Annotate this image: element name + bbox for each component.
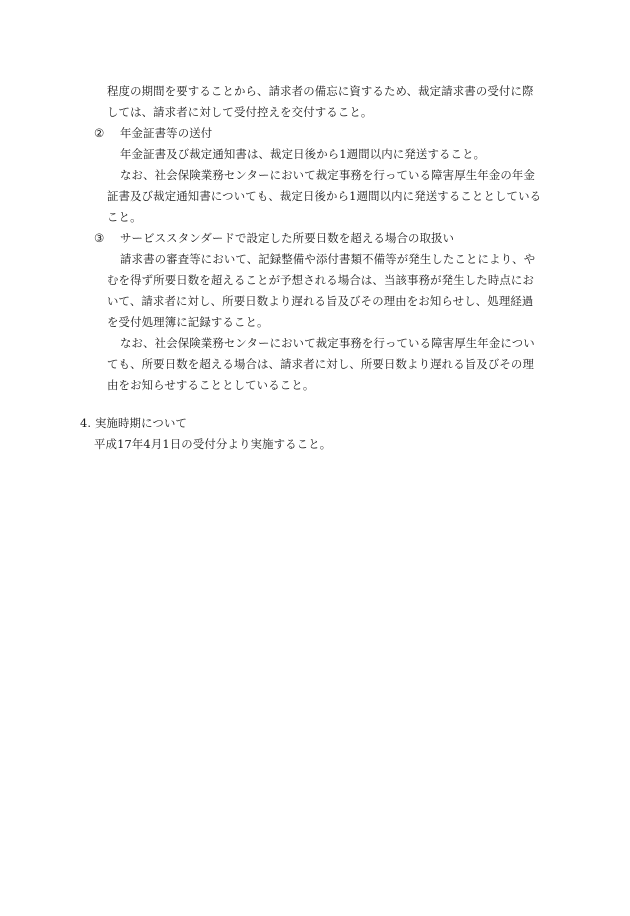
text-line: 証書及び裁定通知書についても、裁定日後から1週間以内に発送することとしている — [107, 189, 542, 203]
item-number: ③ — [94, 231, 105, 245]
text-line: むを得ず所要日数を超えることが予想される場合は、当該事務が発生した時点にお — [107, 273, 535, 287]
text-line: 程度の期間を要することから、請求者の備忘に資するため、裁定請求書の受付に際 — [107, 84, 534, 98]
text-line: なお、社会保険業務センターにおいて裁定事務を行っている障害厚生年金につい — [120, 336, 535, 350]
section-heading: 4. 実施時期について — [80, 416, 188, 430]
text-line: ても、所要日数を超える場合は、請求者に対し、所要日数より遅れる旨及びその理 — [107, 357, 535, 371]
item-heading: 年金証書等の送付 — [120, 126, 213, 140]
text-line: こと。 — [107, 210, 142, 224]
text-line: 請求書の審査等において、記録整備や添付書類不備等が発生したことにより、や — [120, 252, 536, 266]
text-line: しては、請求者に対して受付控えを交付すること。 — [107, 105, 373, 119]
text-line: なお、社会保険業務センターにおいて裁定事務を行っている障害厚生年金の年金 — [120, 168, 536, 182]
text-line: いて、請求者に対し、所要日数より遅れる旨及びその理由をお知らせし、処理経過 — [107, 294, 534, 308]
item-heading: サービススタンダードで設定した所要日数を超える場合の取扱い — [120, 231, 455, 245]
text-line: 由をお知らせすることとしていること。 — [107, 378, 315, 392]
item-number: ② — [94, 126, 105, 140]
text-line: を受付処理簿に記録すること。 — [107, 315, 269, 329]
section-body: 平成17年4月1日の受付分より実施すること。 — [94, 437, 332, 451]
text-line: 年金証書及び裁定通知書は、裁定日後から1週間以内に発送すること。 — [120, 147, 486, 161]
